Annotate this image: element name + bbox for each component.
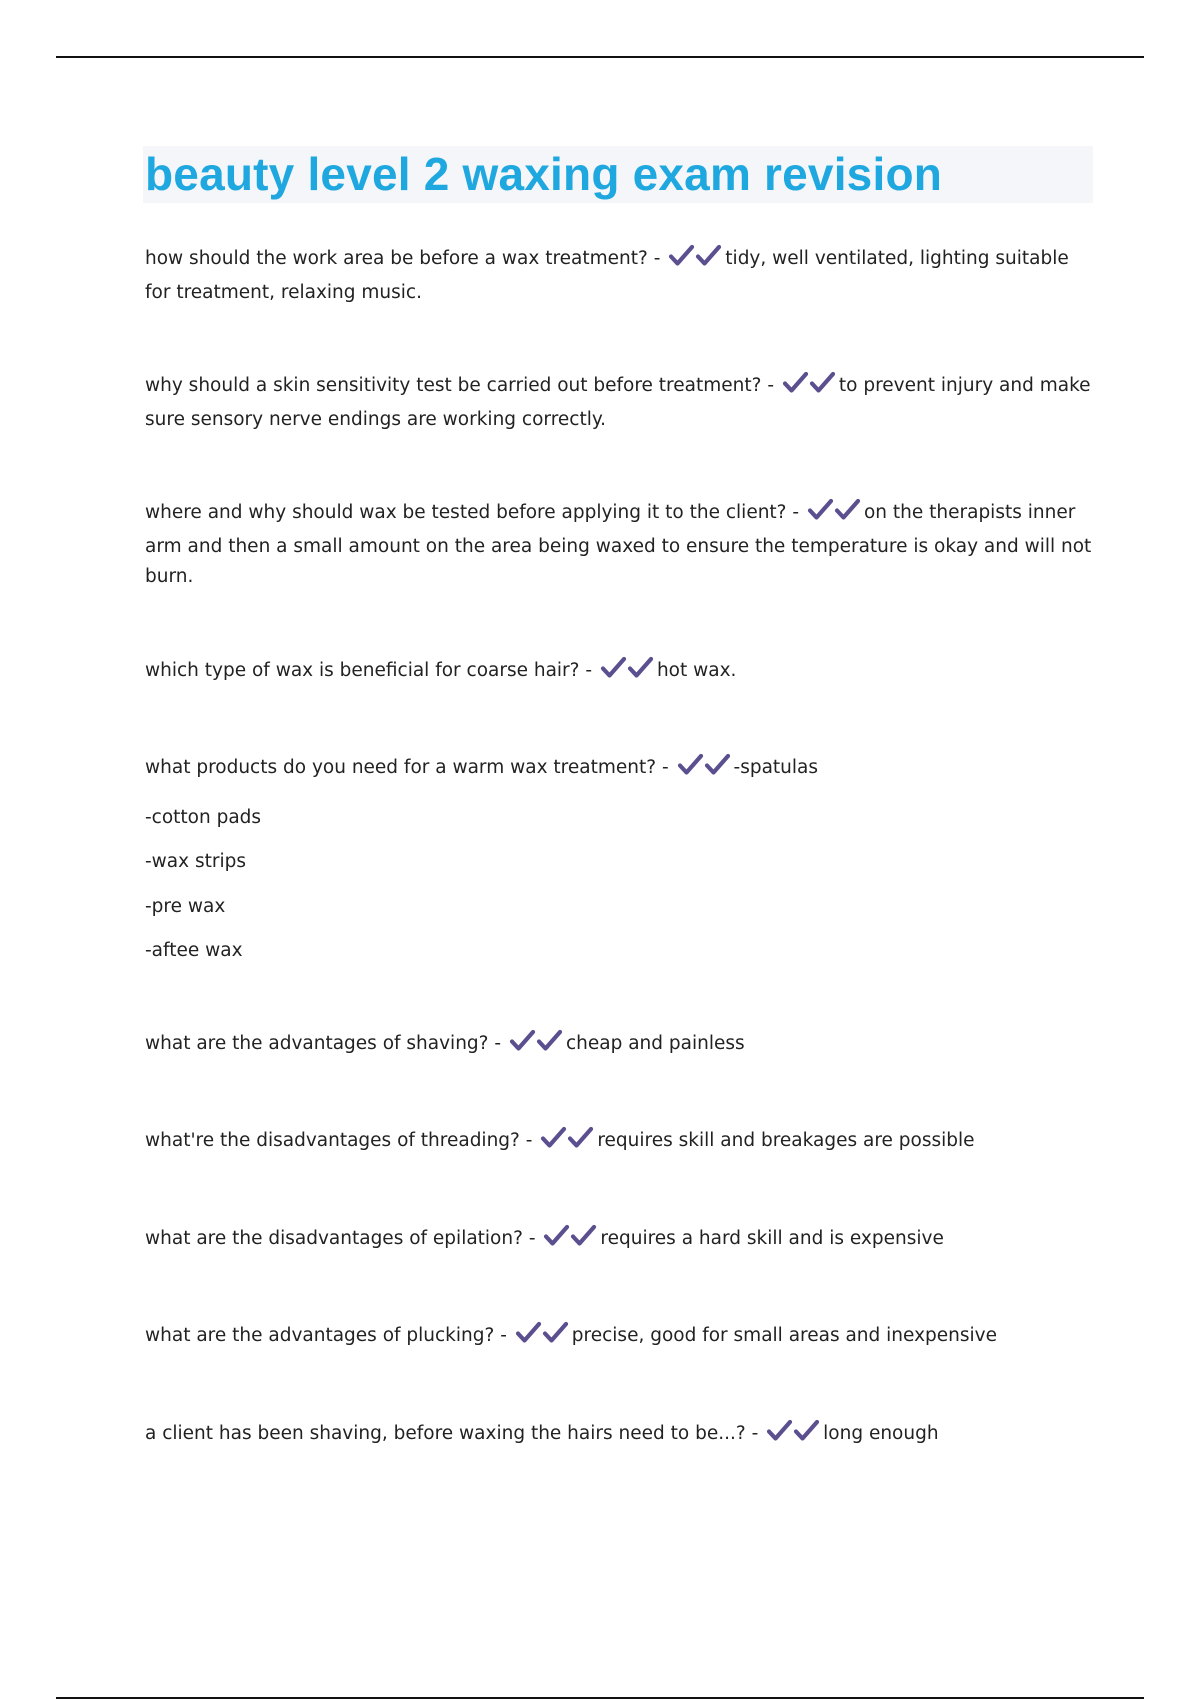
double-check-icon — [543, 1224, 597, 1258]
double-check-icon — [782, 371, 836, 405]
question-text: what are the advantages of plucking? — [145, 1325, 495, 1346]
answer-text: cheap and painless — [565, 1033, 745, 1054]
double-check-icon — [677, 753, 731, 787]
qa-item — [145, 656, 1093, 690]
document-title: beauty level 2 waxing exam revision — [145, 148, 943, 200]
bottom-rule — [56, 1697, 1144, 1699]
question-text: why should a skin sensitivity test be carried out before treatment? — [145, 375, 762, 396]
separator: - — [653, 248, 661, 269]
qa-item — [145, 498, 1093, 592]
qa-item — [145, 371, 1093, 435]
list-item: -cotton pads — [145, 807, 262, 828]
qa-item — [145, 1224, 1093, 1258]
question-text: a client has been shaving, before waxing the hairs need to be...? — [145, 1423, 746, 1444]
answer-text: requires skill and breakages are possible — [597, 1130, 975, 1151]
list-item: -wax strips — [145, 851, 246, 872]
question-text: what are the disadvantages of epilation? — [145, 1228, 523, 1249]
question-text: what products do you need for a warm wax treatment? — [145, 757, 657, 778]
separator: - — [585, 660, 593, 681]
top-rule — [56, 56, 1144, 58]
double-check-icon — [515, 1321, 569, 1355]
double-check-icon — [540, 1126, 594, 1160]
list-item: -aftee wax — [145, 940, 243, 961]
answer-text: to prevent injury and make sure sensory nerve endings are working correctly. — [145, 375, 1091, 430]
question-text: how should the work area be before a wax treatment? — [145, 248, 648, 269]
question-text: which type of wax is beneficial for coarse hair? — [145, 660, 580, 681]
answer-text: on the therapists inner arm and then a small amount on the area being waxed to ensure the temperature is okay and will not burn. — [145, 502, 1092, 587]
double-check-icon — [509, 1029, 563, 1063]
title-band — [143, 146, 1093, 203]
qa-item — [145, 1126, 1093, 1160]
double-check-icon — [766, 1419, 820, 1453]
qa-item — [145, 1419, 1093, 1453]
separator: - — [661, 757, 669, 778]
qa-item — [145, 753, 1093, 787]
separator: - — [500, 1325, 507, 1346]
document-body — [145, 146, 1093, 1453]
question-text: what're the disadvantages of threading? — [145, 1130, 520, 1151]
separator: - — [751, 1423, 759, 1444]
double-check-icon — [600, 656, 654, 690]
separator: - — [528, 1228, 536, 1249]
answer-text: long enough — [823, 1423, 939, 1444]
qa-item — [145, 1321, 1093, 1355]
separator: - — [792, 502, 800, 523]
separator: - — [767, 375, 775, 396]
answer-text: hot wax. — [656, 660, 737, 681]
question-text: what are the advantages of shaving? — [145, 1033, 489, 1054]
double-check-icon — [807, 498, 861, 532]
double-check-icon — [668, 244, 722, 278]
qa-item — [145, 244, 1093, 308]
answer-text: -spatulas — [733, 757, 819, 778]
question-text: where and why should wax be tested before applying it to the client? — [145, 502, 787, 523]
list-item: -pre wax — [145, 896, 226, 917]
answer-text: requires a hard skill and is expensive — [600, 1228, 944, 1249]
answer-text: tidy, well ventilated, lighting suitable for treatment, relaxing music. — [145, 248, 1069, 303]
separator: - — [494, 1033, 502, 1054]
qa-item — [145, 1029, 1093, 1063]
answer-text: precise, good for small areas and inexpensive — [571, 1325, 997, 1346]
separator: - — [525, 1130, 533, 1151]
